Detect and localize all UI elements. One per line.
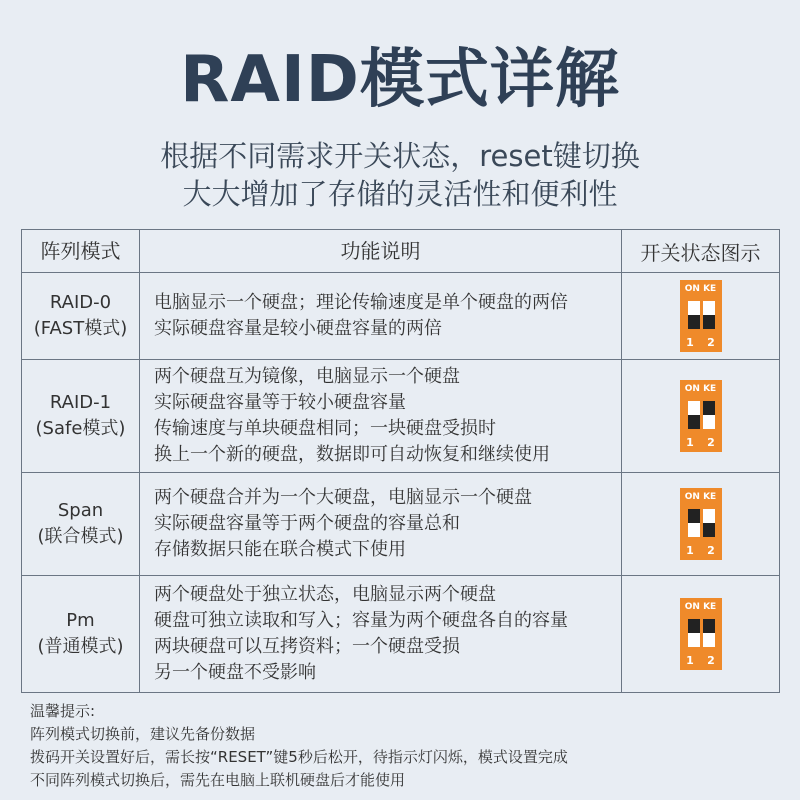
switch-slot-2 xyxy=(703,509,715,537)
description-line: 两个硬盘互为镜像，电脑显示一个硬盘 xyxy=(154,366,460,387)
switch-slot-2 xyxy=(703,301,715,329)
mode-cell xyxy=(22,576,140,692)
description-line: 传输速度与单块硬盘相同；一块硬盘受损时 xyxy=(154,418,496,439)
mode-cell xyxy=(22,473,140,575)
header-description: 功能说明 xyxy=(140,230,622,272)
mode-alias: (Safe模式) xyxy=(35,418,126,439)
switch-number-1: 1 xyxy=(686,336,694,349)
dip-switch-icon xyxy=(680,598,722,670)
subtitle-line-1: 根据不同需求开关状态，reset键切换 xyxy=(160,139,640,173)
table-row xyxy=(22,472,779,575)
mode-name: RAID-1 xyxy=(49,392,112,413)
mode-alias: (普通模式) xyxy=(37,636,124,657)
switch-slot-2 xyxy=(703,401,715,429)
switch-knob-2 xyxy=(703,523,715,537)
description-line: 两个硬盘合并为一个大硬盘，电脑显示一个硬盘 xyxy=(154,487,532,508)
mode-cell xyxy=(22,273,140,359)
page-title: RAID模式详解 xyxy=(180,43,620,117)
table-header-row xyxy=(22,230,779,272)
mode-name: Pm xyxy=(66,610,95,631)
switch-knob-2 xyxy=(703,619,715,633)
switch-number-1: 1 xyxy=(686,436,694,449)
switch-cell xyxy=(622,273,779,359)
header-switch: 开关状态图示 xyxy=(640,240,761,265)
description-cell xyxy=(140,273,622,359)
description-line: 实际硬盘容量等于两个硬盘的容量总和 xyxy=(154,513,460,534)
switch-knob-2 xyxy=(703,401,715,415)
table-row xyxy=(22,272,779,359)
switch-on-label: ON KE xyxy=(684,384,717,394)
switch-slot-1 xyxy=(688,619,700,647)
switch-cell xyxy=(622,576,779,692)
switch-number-2: 2 xyxy=(707,544,715,557)
switch-on-label: ON KE xyxy=(684,492,717,502)
dip-switch-icon xyxy=(680,280,722,352)
description-line: 另一个硬盘不受影响 xyxy=(154,662,316,683)
switch-cell xyxy=(622,360,779,472)
switch-number-2: 2 xyxy=(707,336,715,349)
raid-mode-table xyxy=(21,229,780,693)
switch-number-2: 2 xyxy=(707,436,715,449)
switch-number-1: 1 xyxy=(686,544,694,557)
switch-slot-1 xyxy=(688,401,700,429)
switch-slot-1 xyxy=(688,301,700,329)
switch-knob-2 xyxy=(703,315,715,329)
mode-alias: (FAST模式) xyxy=(33,318,128,339)
switch-cell xyxy=(622,473,779,575)
table-row xyxy=(22,575,779,692)
description-line: 两块硬盘可以互拷资料；一个硬盘受损 xyxy=(154,636,460,657)
tip-line: 拨码开关设置好后，需长按“RESET”键5秒后松开，待指示灯闪烁，模式设置完成 xyxy=(30,748,568,766)
switch-knob-1 xyxy=(688,315,700,329)
switch-on-label: ON KE xyxy=(684,284,717,294)
tips-section xyxy=(30,700,780,792)
description-line: 硬盘可独立读取和写入；容量为两个硬盘各自的容量 xyxy=(154,610,568,631)
description-line: 电脑显示一个硬盘；理论传输速度是单个硬盘的两倍 xyxy=(154,292,568,313)
switch-on-label: ON KE xyxy=(684,602,717,612)
description-line: 存储数据只能在联合模式下使用 xyxy=(154,539,406,560)
description-cell xyxy=(140,360,622,472)
subtitle-line-2: 大大增加了存储的灵活性和便利性 xyxy=(182,177,618,211)
description-line: 两个硬盘处于独立状态，电脑显示两个硬盘 xyxy=(154,584,496,605)
header-mode: 阵列模式 xyxy=(22,230,140,272)
switch-knob-1 xyxy=(688,415,700,429)
description-cell xyxy=(140,473,622,575)
mode-name: Span xyxy=(57,500,104,521)
dip-switch-icon xyxy=(680,488,722,560)
tip-line: 阵列模式切换前，建议先备份数据 xyxy=(30,725,256,743)
tip-line: 不同阵列模式切换后，需先在电脑上联机硬盘后才能使用 xyxy=(30,771,406,789)
mode-cell xyxy=(22,360,140,472)
tips-heading: 温馨提示: xyxy=(30,702,96,720)
switch-number-2: 2 xyxy=(707,654,715,667)
description-line: 换上一个新的硬盘，数据即可自动恢复和继续使用 xyxy=(154,444,550,465)
mode-name: RAID-0 xyxy=(49,292,112,313)
description-line: 实际硬盘容量等于较小硬盘容量 xyxy=(154,392,406,413)
description-line: 实际硬盘容量是较小硬盘容量的两倍 xyxy=(154,318,442,339)
switch-number-1: 1 xyxy=(686,654,694,667)
switch-knob-1 xyxy=(688,509,700,523)
mode-alias: (联合模式) xyxy=(37,526,124,547)
dip-switch-icon xyxy=(680,380,722,452)
switch-slot-1 xyxy=(688,509,700,537)
switch-slot-2 xyxy=(703,619,715,647)
table-row xyxy=(22,359,779,472)
switch-knob-1 xyxy=(688,619,700,633)
description-cell xyxy=(140,576,622,692)
